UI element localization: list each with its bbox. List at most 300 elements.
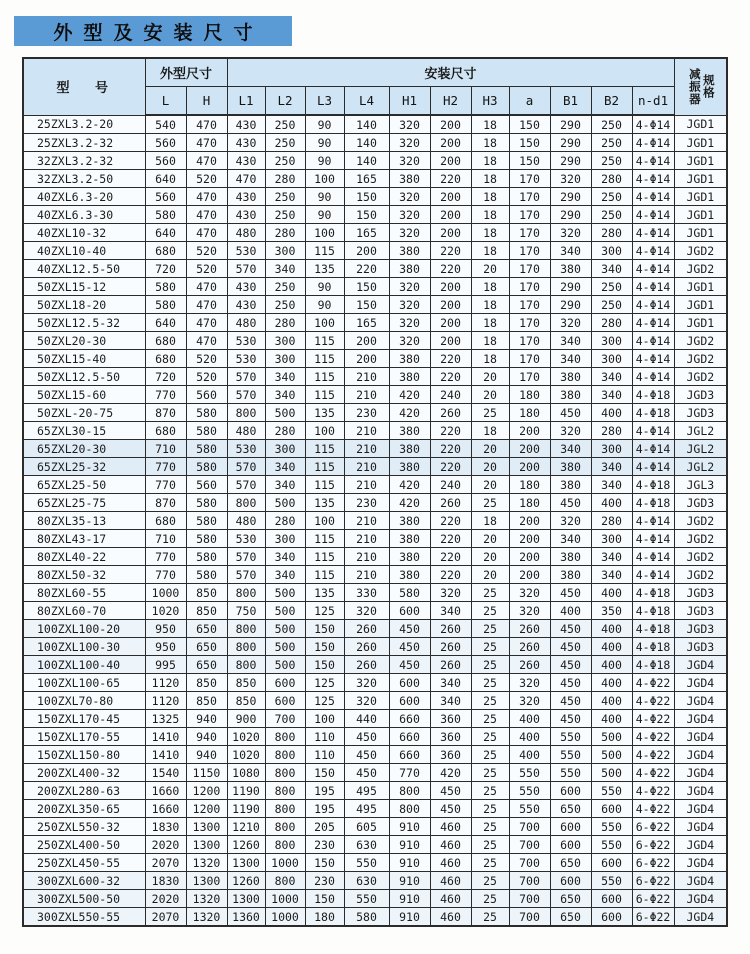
table-row: [23, 170, 727, 188]
value-cell: 165: [344, 170, 389, 188]
value-cell: 600: [550, 782, 591, 800]
value-cell: 450: [344, 746, 389, 764]
value-cell: 4-Φ14: [632, 170, 674, 188]
value-cell: 1300: [186, 818, 227, 836]
value-cell: 500: [265, 638, 305, 656]
value-cell: 300: [265, 440, 305, 458]
page-title: 外型及安装尺寸: [53, 22, 264, 44]
model-cell: 50ZXL15-12: [23, 278, 145, 296]
value-cell: 18: [471, 115, 509, 134]
value-cell: 20: [471, 566, 509, 584]
column-header-model: 型 号: [23, 58, 145, 115]
column-group-outline-dimensions: 外型尺寸: [145, 58, 227, 87]
value-cell: 260: [430, 494, 471, 512]
value-cell: JGD2: [674, 242, 727, 260]
value-cell: 1325: [145, 710, 186, 728]
value-cell: 600: [550, 872, 591, 890]
value-cell: JGL2: [674, 440, 727, 458]
value-cell: 340: [265, 260, 305, 278]
value-cell: JGD2: [674, 530, 727, 548]
value-cell: 4-Φ22: [632, 710, 674, 728]
model-cell: 50ZXL-20-75: [23, 404, 145, 422]
value-cell: 4-Φ14: [632, 332, 674, 350]
value-cell: 380: [550, 476, 591, 494]
value-cell: 420: [389, 386, 430, 404]
value-cell: 380: [550, 566, 591, 584]
value-cell: 910: [389, 872, 430, 890]
value-cell: 220: [430, 242, 471, 260]
value-cell: 125: [305, 674, 344, 692]
value-cell: 220: [430, 458, 471, 476]
value-cell: 115: [305, 530, 344, 548]
table-row: [23, 134, 727, 152]
value-cell: 340: [430, 674, 471, 692]
value-cell: 450: [550, 692, 591, 710]
value-cell: 910: [389, 908, 430, 927]
value-cell: 200: [509, 458, 550, 476]
value-cell: 200: [344, 332, 389, 350]
value-cell: 580: [186, 422, 227, 440]
model-cell: 300ZXL550-55: [23, 908, 145, 927]
value-cell: 1190: [227, 782, 265, 800]
value-cell: 1320: [186, 890, 227, 908]
value-cell: 400: [591, 674, 632, 692]
value-cell: 320: [509, 602, 550, 620]
value-cell: 460: [430, 908, 471, 927]
column-header-damper-spec: [674, 58, 727, 115]
value-cell: 800: [389, 782, 430, 800]
value-cell: 1300: [186, 872, 227, 890]
value-cell: 495: [344, 800, 389, 818]
value-cell: 380: [550, 458, 591, 476]
dimension-table-wrap: [22, 57, 728, 927]
value-cell: 4-Φ18: [632, 476, 674, 494]
table-row: [23, 818, 727, 836]
value-cell: 470: [186, 296, 227, 314]
value-cell: 480: [227, 422, 265, 440]
value-cell: 450: [550, 494, 591, 512]
value-cell: 1540: [145, 764, 186, 782]
value-cell: 660: [389, 728, 430, 746]
value-cell: 200: [509, 512, 550, 530]
value-cell: 770: [145, 458, 186, 476]
value-cell: 4-Φ14: [632, 242, 674, 260]
value-cell: 450: [550, 674, 591, 692]
model-cell: 80ZXL35-13: [23, 512, 145, 530]
value-cell: 650: [550, 908, 591, 927]
value-cell: 580: [186, 458, 227, 476]
value-cell: JGD1: [674, 134, 727, 152]
value-cell: 115: [305, 566, 344, 584]
value-cell: 660: [389, 710, 430, 728]
value-cell: 260: [430, 638, 471, 656]
value-cell: 320: [550, 224, 591, 242]
table-row: [23, 710, 727, 728]
value-cell: 220: [430, 548, 471, 566]
column-header-l: L: [145, 87, 186, 116]
value-cell: 4-Φ14: [632, 206, 674, 224]
value-cell: 280: [591, 314, 632, 332]
value-cell: 520: [186, 368, 227, 386]
value-cell: 640: [145, 170, 186, 188]
value-cell: 570: [227, 368, 265, 386]
value-cell: 200: [509, 422, 550, 440]
value-cell: 710: [145, 440, 186, 458]
value-cell: 250: [591, 206, 632, 224]
damper-label-line1: 减振器: [687, 68, 700, 106]
value-cell: 140: [344, 115, 389, 134]
value-cell: 220: [430, 530, 471, 548]
value-cell: 4-Φ14: [632, 530, 674, 548]
value-cell: 250: [265, 134, 305, 152]
value-cell: 135: [305, 404, 344, 422]
model-cell: 80ZXL50-32: [23, 566, 145, 584]
value-cell: JGD1: [674, 188, 727, 206]
value-cell: 25: [471, 620, 509, 638]
value-cell: 450: [550, 584, 591, 602]
value-cell: 450: [550, 404, 591, 422]
value-cell: 470: [186, 206, 227, 224]
value-cell: 2070: [145, 854, 186, 872]
value-cell: 4-Φ14: [632, 566, 674, 584]
value-cell: 630: [344, 872, 389, 890]
table-row: [23, 638, 727, 656]
value-cell: 1120: [145, 674, 186, 692]
value-cell: 240: [430, 476, 471, 494]
value-cell: 630: [344, 836, 389, 854]
value-cell: JGD4: [674, 818, 727, 836]
column-header-l1: L1: [227, 87, 265, 116]
value-cell: JGD4: [674, 854, 727, 872]
value-cell: 4-Φ22: [632, 764, 674, 782]
value-cell: 135: [305, 494, 344, 512]
value-cell: 320: [550, 422, 591, 440]
value-cell: JGD4: [674, 800, 727, 818]
value-cell: 6-Φ22: [632, 890, 674, 908]
value-cell: 4-Φ14: [632, 134, 674, 152]
value-cell: 450: [389, 638, 430, 656]
value-cell: JGD4: [674, 782, 727, 800]
value-cell: 580: [344, 908, 389, 927]
value-cell: 500: [591, 728, 632, 746]
value-cell: 710: [145, 530, 186, 548]
value-cell: 800: [265, 818, 305, 836]
value-cell: 300: [591, 440, 632, 458]
model-cell: 50ZXL20-30: [23, 332, 145, 350]
value-cell: 560: [145, 134, 186, 152]
value-cell: 150: [344, 206, 389, 224]
value-cell: 4-Φ14: [632, 224, 674, 242]
value-cell: JGD1: [674, 296, 727, 314]
value-cell: 600: [591, 800, 632, 818]
value-cell: 770: [145, 386, 186, 404]
value-cell: 100: [305, 512, 344, 530]
table-row: [23, 314, 727, 332]
model-cell: 40ZXL6.3-30: [23, 206, 145, 224]
value-cell: 850: [186, 602, 227, 620]
value-cell: 320: [550, 512, 591, 530]
value-cell: 6-Φ22: [632, 854, 674, 872]
value-cell: 150: [305, 764, 344, 782]
value-cell: 1150: [186, 764, 227, 782]
value-cell: 250: [265, 115, 305, 134]
value-cell: 550: [550, 746, 591, 764]
value-cell: 800: [265, 800, 305, 818]
value-cell: 210: [344, 566, 389, 584]
value-cell: 700: [265, 710, 305, 728]
value-cell: 650: [550, 854, 591, 872]
value-cell: JGD4: [674, 692, 727, 710]
value-cell: 200: [344, 242, 389, 260]
value-cell: 580: [186, 494, 227, 512]
value-cell: 4-Φ18: [632, 638, 674, 656]
table-header: [23, 58, 727, 115]
column-header-h1: H1: [389, 87, 430, 116]
table-row: [23, 368, 727, 386]
value-cell: 500: [265, 620, 305, 638]
value-cell: 500: [591, 746, 632, 764]
column-header-a: a: [509, 87, 550, 116]
value-cell: 800: [227, 638, 265, 656]
table-row: [23, 260, 727, 278]
value-cell: 720: [145, 260, 186, 278]
value-cell: 700: [509, 908, 550, 927]
value-cell: 220: [344, 260, 389, 278]
value-cell: 800: [389, 800, 430, 818]
value-cell: 140: [344, 134, 389, 152]
value-cell: 4-Φ14: [632, 314, 674, 332]
value-cell: 90: [305, 188, 344, 206]
value-cell: 660: [389, 746, 430, 764]
value-cell: 680: [145, 332, 186, 350]
value-cell: 950: [145, 620, 186, 638]
value-cell: 530: [227, 440, 265, 458]
value-cell: 800: [227, 404, 265, 422]
table-row: [23, 602, 727, 620]
table-row: [23, 728, 727, 746]
value-cell: 170: [509, 188, 550, 206]
value-cell: 4-Φ18: [632, 386, 674, 404]
value-cell: 1300: [227, 854, 265, 872]
value-cell: 850: [186, 584, 227, 602]
value-cell: 220: [430, 368, 471, 386]
value-cell: 18: [471, 422, 509, 440]
value-cell: JGD1: [674, 206, 727, 224]
value-cell: 400: [591, 692, 632, 710]
value-cell: 550: [591, 872, 632, 890]
value-cell: 400: [509, 728, 550, 746]
value-cell: 530: [227, 350, 265, 368]
value-cell: 870: [145, 494, 186, 512]
table-body: [23, 115, 727, 926]
value-cell: 320: [550, 314, 591, 332]
value-cell: 220: [430, 170, 471, 188]
value-cell: 400: [591, 656, 632, 674]
value-cell: 18: [471, 152, 509, 170]
value-cell: 6-Φ22: [632, 872, 674, 890]
value-cell: 18: [471, 188, 509, 206]
value-cell: 25: [471, 890, 509, 908]
value-cell: 1410: [145, 746, 186, 764]
value-cell: JGD3: [674, 386, 727, 404]
value-cell: 240: [430, 386, 471, 404]
value-cell: 550: [509, 800, 550, 818]
value-cell: 100: [305, 314, 344, 332]
value-cell: 165: [344, 224, 389, 242]
value-cell: 330: [344, 584, 389, 602]
value-cell: 500: [591, 764, 632, 782]
value-cell: 340: [550, 530, 591, 548]
value-cell: 4-Φ14: [632, 188, 674, 206]
value-cell: 4-Φ14: [632, 512, 674, 530]
value-cell: 20: [471, 530, 509, 548]
value-cell: 750: [227, 602, 265, 620]
model-cell: 40ZXL6.3-20: [23, 188, 145, 206]
value-cell: 380: [389, 422, 430, 440]
value-cell: 600: [550, 836, 591, 854]
value-cell: 210: [344, 476, 389, 494]
value-cell: 250: [265, 296, 305, 314]
value-cell: 210: [344, 386, 389, 404]
value-cell: 25: [471, 908, 509, 927]
table-row: [23, 404, 727, 422]
value-cell: 770: [145, 548, 186, 566]
value-cell: 380: [389, 260, 430, 278]
model-cell: 40ZXL10-40: [23, 242, 145, 260]
value-cell: 580: [186, 548, 227, 566]
table-row: [23, 854, 727, 872]
value-cell: 480: [227, 314, 265, 332]
value-cell: JGD4: [674, 728, 727, 746]
value-cell: 940: [186, 728, 227, 746]
value-cell: 460: [430, 818, 471, 836]
value-cell: 320: [509, 674, 550, 692]
value-cell: 530: [227, 332, 265, 350]
value-cell: 4-Φ14: [632, 296, 674, 314]
value-cell: 600: [389, 602, 430, 620]
value-cell: 580: [186, 440, 227, 458]
value-cell: 580: [389, 584, 430, 602]
value-cell: 640: [145, 314, 186, 332]
value-cell: 150: [344, 188, 389, 206]
value-cell: 220: [430, 566, 471, 584]
value-cell: 25: [471, 800, 509, 818]
value-cell: 560: [145, 152, 186, 170]
value-cell: 4-Φ14: [632, 278, 674, 296]
table-row: [23, 656, 727, 674]
value-cell: 300: [591, 530, 632, 548]
value-cell: 940: [186, 746, 227, 764]
value-cell: 25: [471, 584, 509, 602]
value-cell: 480: [227, 512, 265, 530]
value-cell: 500: [265, 584, 305, 602]
value-cell: 580: [145, 206, 186, 224]
value-cell: JGD4: [674, 674, 727, 692]
value-cell: 470: [186, 115, 227, 134]
value-cell: 200: [430, 188, 471, 206]
table-row: [23, 206, 727, 224]
value-cell: 25: [471, 782, 509, 800]
value-cell: 340: [265, 476, 305, 494]
value-cell: 910: [389, 854, 430, 872]
value-cell: 360: [430, 728, 471, 746]
value-cell: 290: [550, 278, 591, 296]
value-cell: JGD3: [674, 602, 727, 620]
value-cell: 115: [305, 368, 344, 386]
value-cell: 550: [591, 818, 632, 836]
model-cell: 150ZXL150-80: [23, 746, 145, 764]
table-row: [23, 782, 727, 800]
value-cell: 150: [344, 278, 389, 296]
table-row: [23, 440, 727, 458]
value-cell: 995: [145, 656, 186, 674]
value-cell: 210: [344, 530, 389, 548]
value-cell: 220: [430, 512, 471, 530]
table-row: [23, 386, 727, 404]
value-cell: 320: [389, 224, 430, 242]
table-row: [23, 530, 727, 548]
model-cell: 250ZXL550-32: [23, 818, 145, 836]
value-cell: 600: [591, 854, 632, 872]
model-cell: 50ZXL15-40: [23, 350, 145, 368]
value-cell: 300: [591, 242, 632, 260]
value-cell: 1320: [186, 908, 227, 927]
value-cell: 550: [550, 728, 591, 746]
value-cell: 4-Φ14: [632, 440, 674, 458]
value-cell: 25: [471, 710, 509, 728]
model-cell: 50ZXL18-20: [23, 296, 145, 314]
value-cell: 25: [471, 728, 509, 746]
column-header-l4: L4: [344, 87, 389, 116]
model-cell: 80ZXL40-22: [23, 548, 145, 566]
value-cell: 280: [591, 170, 632, 188]
value-cell: 300: [591, 350, 632, 368]
model-cell: 100ZXL100-30: [23, 638, 145, 656]
value-cell: 18: [471, 314, 509, 332]
value-cell: 280: [591, 422, 632, 440]
value-cell: 380: [389, 530, 430, 548]
model-cell: 65ZXL20-30: [23, 440, 145, 458]
value-cell: 910: [389, 818, 430, 836]
value-cell: 320: [344, 602, 389, 620]
value-cell: 250: [591, 115, 632, 134]
value-cell: 4-Φ14: [632, 368, 674, 386]
value-cell: 1660: [145, 800, 186, 818]
value-cell: JGD1: [674, 115, 727, 134]
value-cell: JGD4: [674, 890, 727, 908]
column-header-l3: L3: [305, 87, 344, 116]
value-cell: 115: [305, 242, 344, 260]
value-cell: 4-Φ22: [632, 782, 674, 800]
value-cell: 320: [389, 278, 430, 296]
table-row: [23, 115, 727, 134]
value-cell: 18: [471, 512, 509, 530]
value-cell: 18: [471, 242, 509, 260]
value-cell: 430: [227, 206, 265, 224]
value-cell: 210: [344, 368, 389, 386]
value-cell: JGD4: [674, 710, 727, 728]
value-cell: 250: [591, 134, 632, 152]
value-cell: 260: [344, 656, 389, 674]
value-cell: 340: [550, 350, 591, 368]
value-cell: 320: [389, 134, 430, 152]
value-cell: 90: [305, 206, 344, 224]
value-cell: 290: [550, 206, 591, 224]
value-cell: JGD2: [674, 350, 727, 368]
column-header-b2: B2: [591, 87, 632, 116]
table-row: [23, 890, 727, 908]
value-cell: 500: [265, 494, 305, 512]
